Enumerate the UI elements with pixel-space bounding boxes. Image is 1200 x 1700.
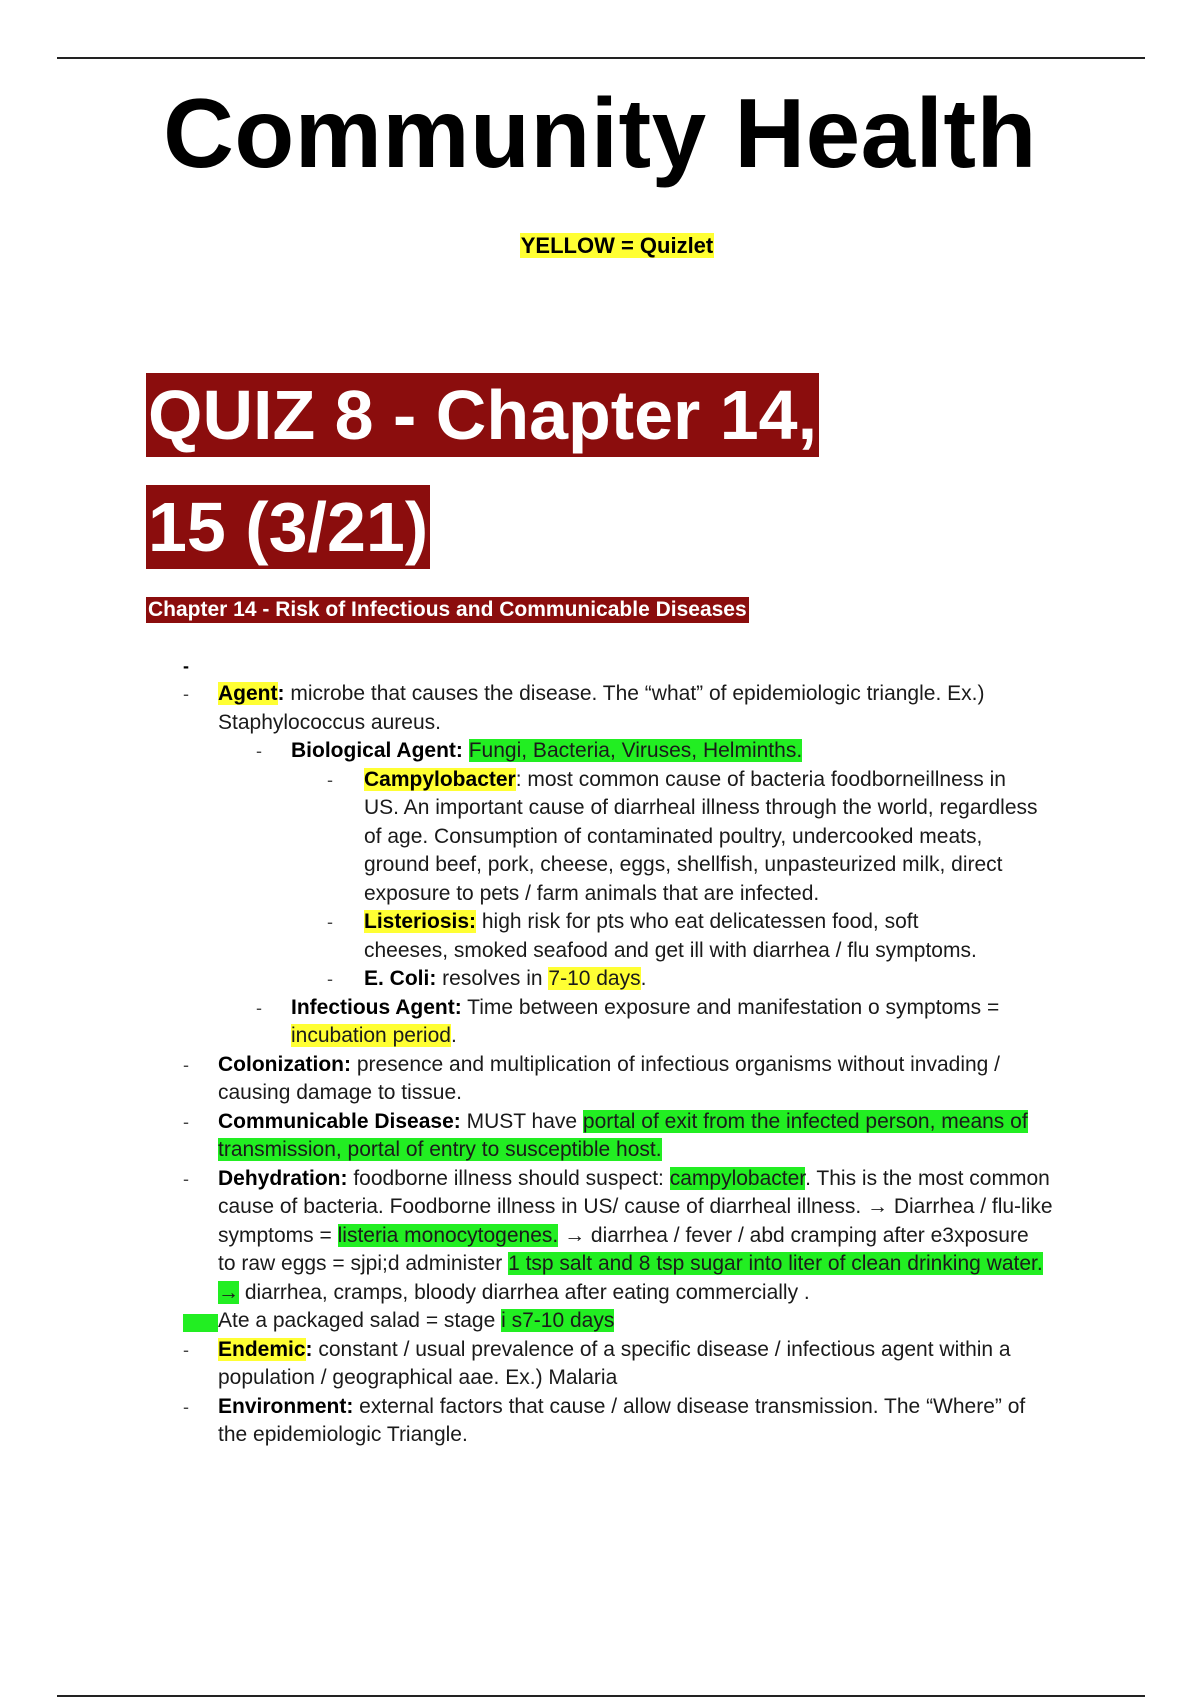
bullet-dash: - xyxy=(183,1054,189,1075)
highlight-green: → xyxy=(218,1280,239,1304)
chapter-heading: Chapter 14 - Risk of Infectious and Communicable Diseases xyxy=(148,598,747,621)
term-endemic: Endemic xyxy=(218,1337,306,1361)
bottom-rule xyxy=(57,1695,1145,1697)
highlight-yellow: 7-10 days xyxy=(548,967,641,990)
green-highlight-mark xyxy=(183,1314,218,1332)
term-ecoli: E. Coli: xyxy=(364,967,437,990)
term-campylobacter: Campylobacter xyxy=(364,767,516,791)
quiz-heading-line-1: QUIZ 8 - Chapter 14, xyxy=(146,373,819,457)
bullet-dash: - xyxy=(327,969,333,989)
highlight-green: listeria monocytogenes. xyxy=(337,1223,559,1247)
highlight-green: transmission, portal of entry to susceptible host. xyxy=(218,1138,662,1161)
term-colonization: Colonization: xyxy=(218,1052,351,1076)
bullet-dash: - xyxy=(183,1339,189,1360)
bullet-dash: - xyxy=(256,741,262,761)
bullet-dash: - xyxy=(327,912,333,932)
list-item-infectious-agent: - Infectious Agent: Time between exposure and manifestation o symptoms = incubation period. xyxy=(256,995,1000,1047)
notes-list xyxy=(0,652,1200,1450)
list-item-biological-agent xyxy=(0,737,1200,766)
highlight-green: Fungi, Bacteria, Viruses, Helminths. xyxy=(468,739,803,762)
term-listeriosis: Listeriosis: xyxy=(364,910,477,933)
bullet-dash: - xyxy=(183,1168,189,1189)
bullet-dash: - xyxy=(183,1111,189,1132)
list-item-agent: - Agent: microbe that causes the disease. The “what” of epidemiologic triangle. Ex.) Staphylococcus aureus. xyxy=(183,682,985,734)
list-item-endemic: - Endemic: constant / usual prevalence of a specific disease / infectious agent within a population / geographical aae. Ex.) Malaria xyxy=(183,1337,1011,1389)
highlight-green: campylobacter xyxy=(669,1166,806,1190)
term-agent: Agent xyxy=(218,682,278,705)
quiz-heading-line-2: 15 (3/21) xyxy=(146,485,430,569)
list-item-communicable-disease: - Communicable Disease: MUST have portal of exit from the infected person, means of transmission, portal of entry to susceptible host. xyxy=(183,1109,1028,1161)
top-rule xyxy=(57,57,1145,59)
bullet-dash: - xyxy=(256,997,262,1018)
highlight-green: i s7-10 days xyxy=(501,1309,615,1332)
list-item-listeriosis: - Listeriosis: high risk for pts who eat delicatessen food, soft cheeses, smoked seafood and get ill with diarrhea / flu symptoms. xyxy=(327,910,977,962)
bullet-dash: - xyxy=(327,769,333,790)
term-environment: Environment: xyxy=(218,1394,354,1418)
list-item-dehydration: - Dehydration: foodborne illness should suspect: campylobacter. This is the most common cause of bacteria. Foodborne illness in US/ cause of diarrheal illness. → Diarrhea / flu-like symptoms = listeria monocytogenes. → diarrhea / fever / abd cramping after e3xposure to raw eggs = sjpi;d administer 1 tsp salt and 8 tsp sugar into liter of clean drinking water. → diarrhea, cramps, bloody diarrhea after eating commercially . xyxy=(183,1166,1053,1304)
list-item-environment: - Environment: external factors that cause / allow disease transmission. The “Where” of the epidemiologic Triangle. xyxy=(183,1394,1026,1446)
legend-row xyxy=(0,232,1200,260)
term-dehydration: Dehydration: xyxy=(218,1166,348,1190)
list-item-colonization: - Colonization: presence and multiplication of infectious organisms without invading / causing damage to tissue. xyxy=(183,1052,1001,1104)
term-infectious-agent: Infectious Agent: xyxy=(291,995,462,1019)
bullet-dash: - xyxy=(183,1396,189,1417)
list-item-campylobacter: - Campylobacter: most common cause of bacteria foodborneillness in US. An important cause of diarrheal illness through the world, regardless of age. Consumption of contaminated poultry, undercooked meats, ground beef, pork, cheese, eggs, shellfish, unpasteurized milk, direct exposure to pets / farm animals that are infected. xyxy=(327,767,1038,905)
term-biological-agent: Biological Agent: xyxy=(291,739,463,762)
list-item-salad: Ate a packaged salad = stage i s7-10 days xyxy=(0,1307,1200,1336)
bullet-dash: - xyxy=(183,656,189,676)
highlight-yellow: incubation period xyxy=(291,1024,451,1047)
list-item-empty xyxy=(0,652,1200,680)
highlight-green: portal of exit from the infected person, means of xyxy=(582,1109,1028,1133)
document-title: Community Health xyxy=(163,78,1037,188)
highlight-legend: YELLOW = Quizlet xyxy=(520,233,714,258)
term-communicable-disease: Communicable Disease: xyxy=(218,1109,461,1133)
highlight-green: 1 tsp salt and 8 tsp sugar into liter of clean drinking water. xyxy=(508,1252,1043,1275)
bullet-dash: - xyxy=(183,684,189,704)
list-item-ecoli: - E. Coli: resolves in 7-10 days. xyxy=(0,965,1200,994)
